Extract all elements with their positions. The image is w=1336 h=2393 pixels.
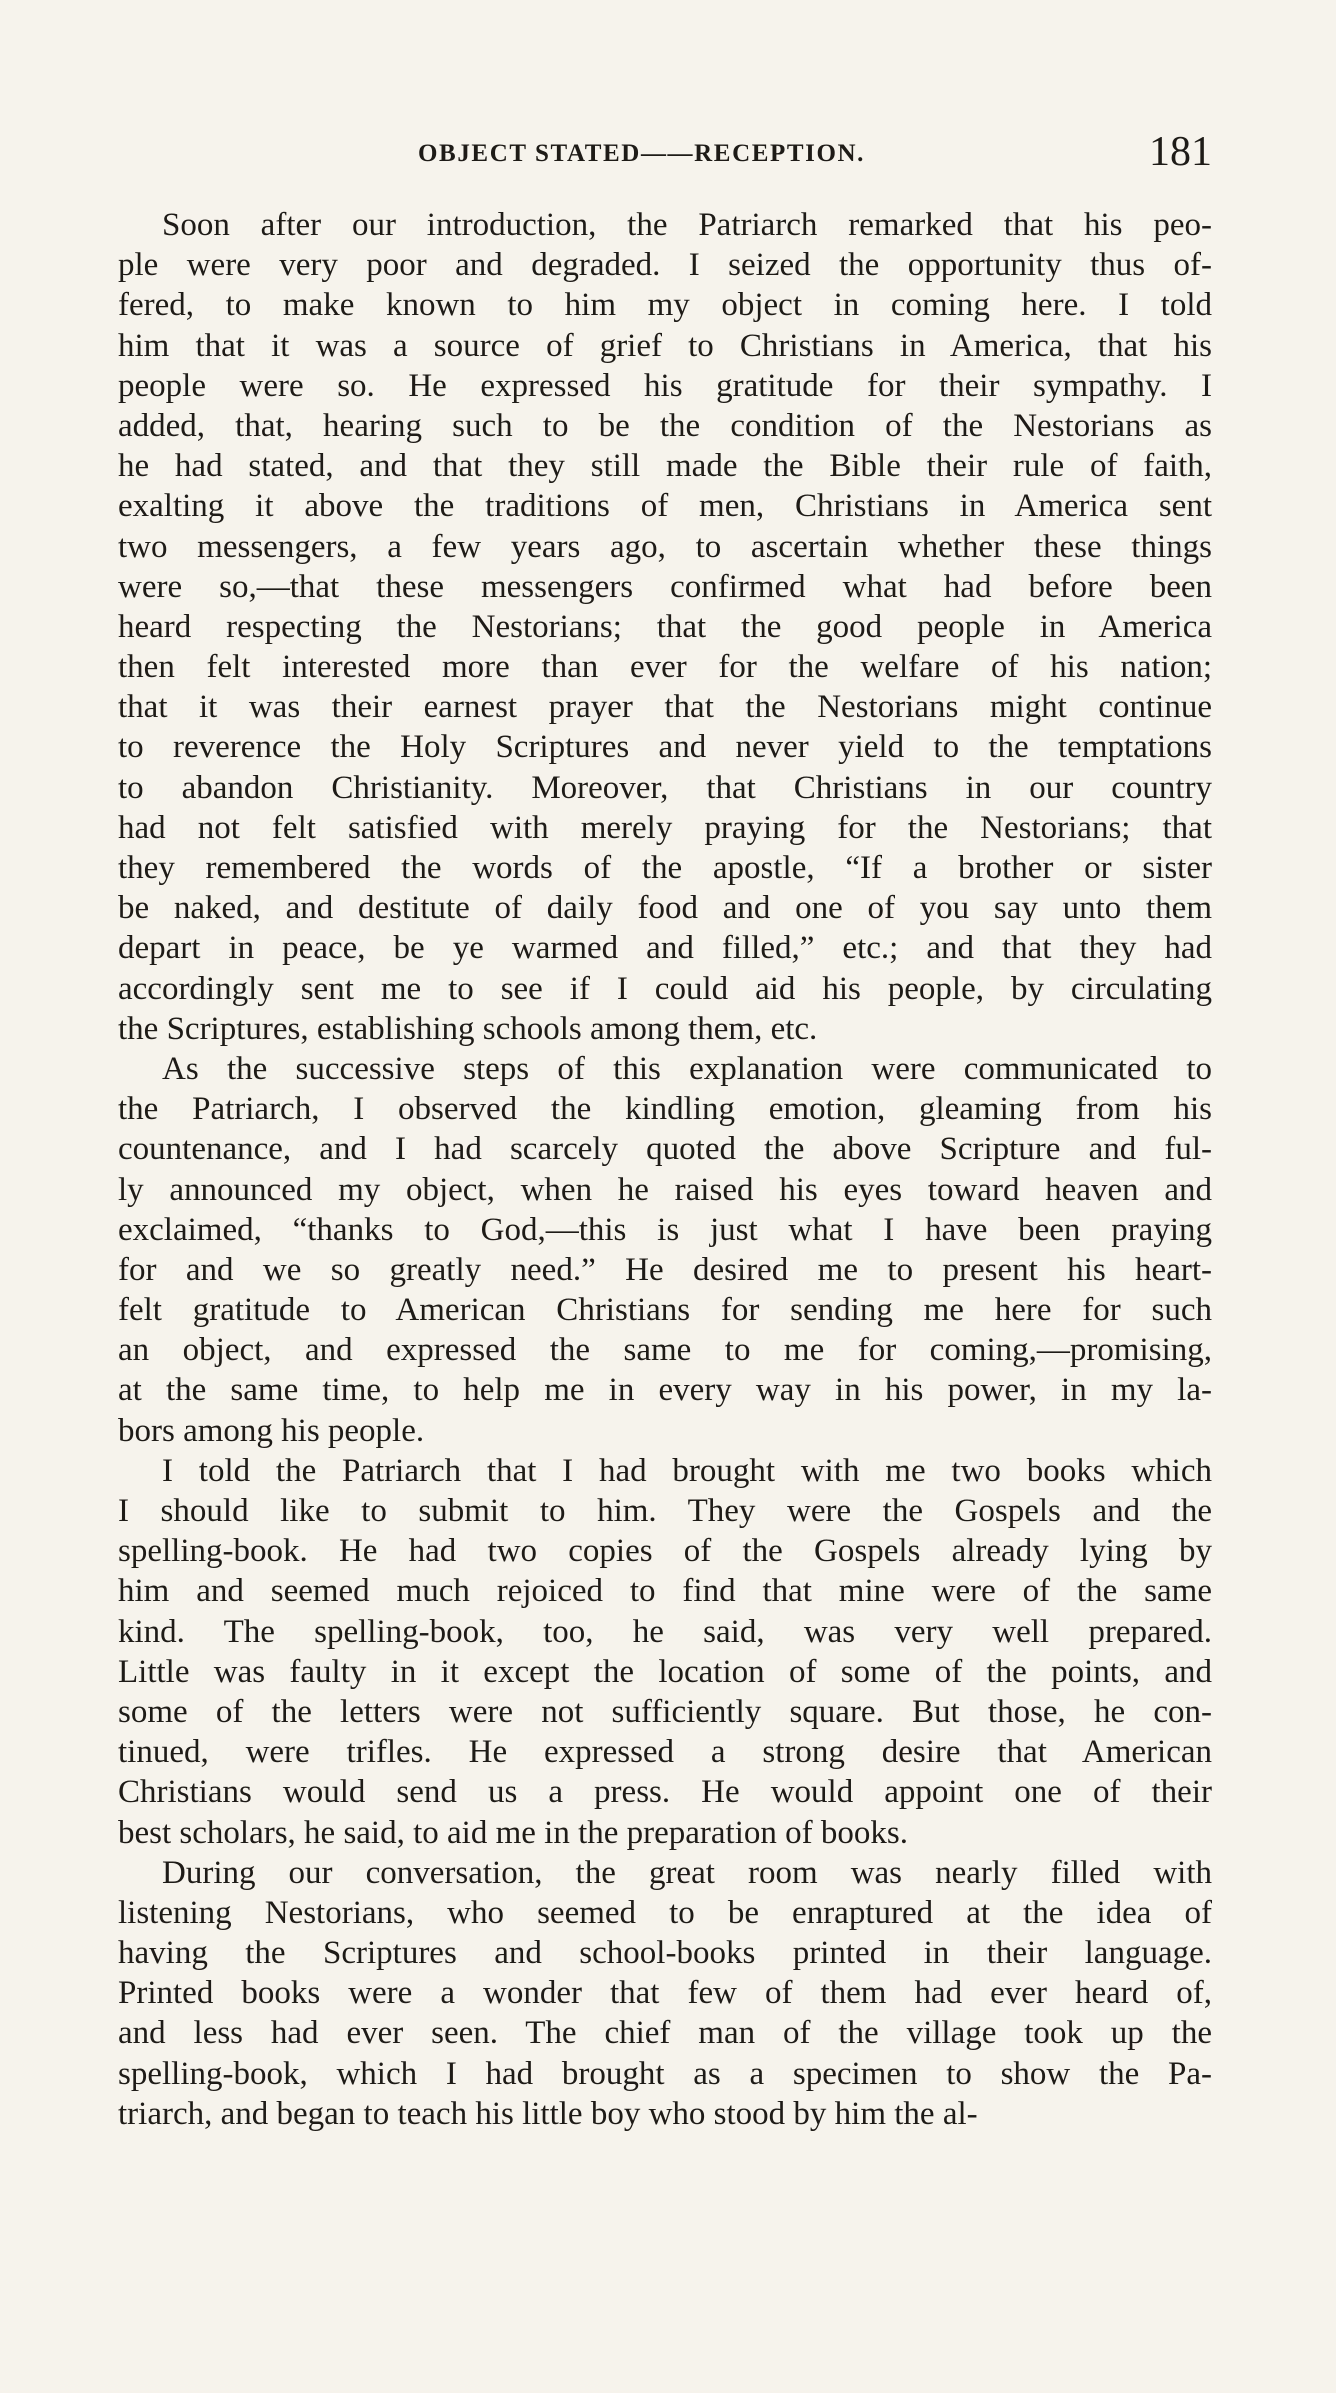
text-line [118,727,1212,767]
text-line [118,1250,1212,1290]
text-line-content: felt gratitude to American Christians for sending me here for such [118,1292,1212,1329]
text-line [118,406,1212,446]
text-line-content: spelling-book. He had two copies of the Gospels already lying by [118,1533,1212,1570]
text-line-content: him and seemed much rejoiced to find that mine were of the same [118,1573,1212,1610]
text-line [118,1893,1212,1933]
text-line-content: to reverence the Holy Scriptures and never yield to the temptations [118,729,1212,766]
text-line-content: an object, and expressed the same to me for coming,—promising, [118,1332,1212,1369]
text-line [118,928,1212,968]
text-line-content: people were so. He expressed his gratitude for their sympathy. I [118,367,1212,404]
paragraph [118,205,1212,1049]
text-line [118,326,1212,366]
text-line [118,1009,1212,1049]
text-line [118,1451,1212,1491]
text-line-content: spelling-book, which I had brought as a specimen to show the Pa- [118,2055,1212,2092]
text-line [118,1732,1212,1772]
text-line-content: As the successive steps of this explanation were communicated to [162,1050,1212,1087]
text-line-content: him that it was a source of grief to Christians in America, that his [118,327,1212,364]
text-line [118,2054,1212,2094]
text-line [118,1612,1212,1652]
text-line [118,2094,1212,2134]
page-number: 181 [1149,129,1212,175]
text-line-content: for and we so greatly need.” He desired me to present his heart- [118,1251,1212,1288]
text-line [118,1049,1212,1089]
text-line [118,888,1212,928]
text-line [118,1692,1212,1732]
text-line-content: Soon after our introduction, the Patriarch remarked that his peo- [162,207,1212,243]
text-line [118,1491,1212,1531]
text-line [118,366,1212,406]
text-line-content: at the same time, to help me in every way in his power, in my la- [118,1372,1212,1409]
text-line-content: I told the Patriarch that I had brought with me two books which [162,1452,1212,1489]
paragraph [118,1853,1212,2134]
text-line-content: accordingly sent me to see if I could aid his people, by circulating [118,970,1212,1007]
text-line-content: two messengers, a few years ago, to ascertain whether these things [118,528,1212,565]
text-line [118,687,1212,727]
text-line [118,768,1212,808]
paragraph [118,1049,1212,1451]
text-line-content: and less had ever seen. The chief man of the village took up the [118,2015,1212,2052]
text-line-content: fered, to make known to him my object in coming here. I told [118,287,1212,324]
text-line-content: exclaimed, “thanks to God,—this is just what I have been praying [118,1211,1212,1248]
text-line-content: the Scriptures, establishing schools among them, etc. [118,1010,818,1047]
text-line [118,1652,1212,1692]
text-line [118,1129,1212,1169]
text-line [118,808,1212,848]
text-line [118,969,1212,1009]
text-line [118,647,1212,687]
text-line-content: that it was their earnest prayer that the Nestorians might continue [118,689,1212,726]
text-line [118,1089,1212,1129]
text-line-content: be naked, and destitute of daily food and one of you say unto them [118,890,1212,927]
text-line [118,1853,1212,1893]
text-line [118,527,1212,567]
text-line [118,1290,1212,1330]
text-line [118,486,1212,526]
text-line [118,848,1212,888]
text-line-content: having the Scriptures and school-books printed in their language. [118,1935,1212,1972]
text-line [118,567,1212,607]
text-line-content: countenance, and I had scarcely quoted the above Scripture and ful- [118,1131,1212,1168]
text-line [118,1330,1212,1370]
text-line [118,1973,1212,2013]
text-line [118,2013,1212,2053]
text-line-content: exalting it above the traditions of men, Christians in America sent [118,488,1212,525]
text-line-content: best scholars, he said, to aid me in the preparation of books. [118,1814,908,1851]
text-line [118,1170,1212,1210]
text-line [118,1571,1212,1611]
text-line [118,245,1212,285]
text-line-content: had not felt satisfied with merely praying for the Nestorians; that [118,809,1212,846]
text-line-content: depart in peace, be ye warmed and filled,” etc.; and that they had [118,930,1212,967]
text-line-content: Christians would send us a press. He would appoint one of their [118,1774,1212,1811]
text-line [118,1933,1212,1973]
text-line [118,205,1212,245]
paragraph [118,1451,1212,1853]
text-line [118,1813,1212,1853]
text-line-content: some of the letters were not sufficiently square. But those, he con- [118,1693,1212,1730]
text-line-content: the Patriarch, I observed the kindling emotion, gleaming from his [118,1091,1212,1128]
text-line-content: triarch, and began to teach his little boy who stood by him the al- [118,2095,978,2132]
running-header-title: OBJECT STATED——RECEPTION. [418,140,866,167]
text-line-content: listening Nestorians, who seemed to be enraptured at the idea of [118,1894,1212,1931]
text-line-content: tinued, were trifles. He expressed a strong desire that American [118,1734,1212,1771]
text-line-content: ple were very poor and degraded. I seized the opportunity thus of- [118,247,1212,284]
text-line-content: bors among his people. [118,1412,425,1449]
text-line-content: heard respecting the Nestorians; that the good people in America [118,608,1212,645]
text-line [118,1411,1212,1451]
text-line [118,446,1212,486]
text-line-content: added, that, hearing such to be the condition of the Nestorians as [118,407,1212,444]
running-header [118,128,1212,180]
text-line-content: he had stated, and that they still made the Bible their rule of faith, [118,448,1212,485]
text-line-content: then felt interested more than ever for the welfare of his nation; [118,649,1212,686]
text-line-content: to abandon Christianity. Moreover, that Christians in our country [118,769,1212,806]
text-line [118,607,1212,647]
text-line-content: ly announced my object, when he raised his eyes toward heaven and [118,1171,1212,1208]
text-line [118,1210,1212,1250]
text-line-content: they remembered the words of the apostle, “If a brother or sister [118,850,1212,886]
text-line-content: kind. The spelling-book, too, he said, was very well prepared. [118,1613,1212,1650]
text-line-content: were so,—that these messengers confirmed what had before been [118,568,1212,605]
text-line-content: Little was faulty in it except the location of some of the points, and [118,1653,1212,1690]
text-line [118,1370,1212,1410]
text-line-content: During our conversation, the great room was nearly filled with [162,1854,1212,1891]
text-line-content: I should like to submit to him. They were the Gospels and the [118,1493,1212,1529]
text-line [118,1531,1212,1571]
text-line [118,285,1212,325]
text-line [118,1772,1212,1812]
body-text [118,205,1212,2134]
text-line-content: Printed books were a wonder that few of them had ever heard of, [118,1975,1212,2012]
